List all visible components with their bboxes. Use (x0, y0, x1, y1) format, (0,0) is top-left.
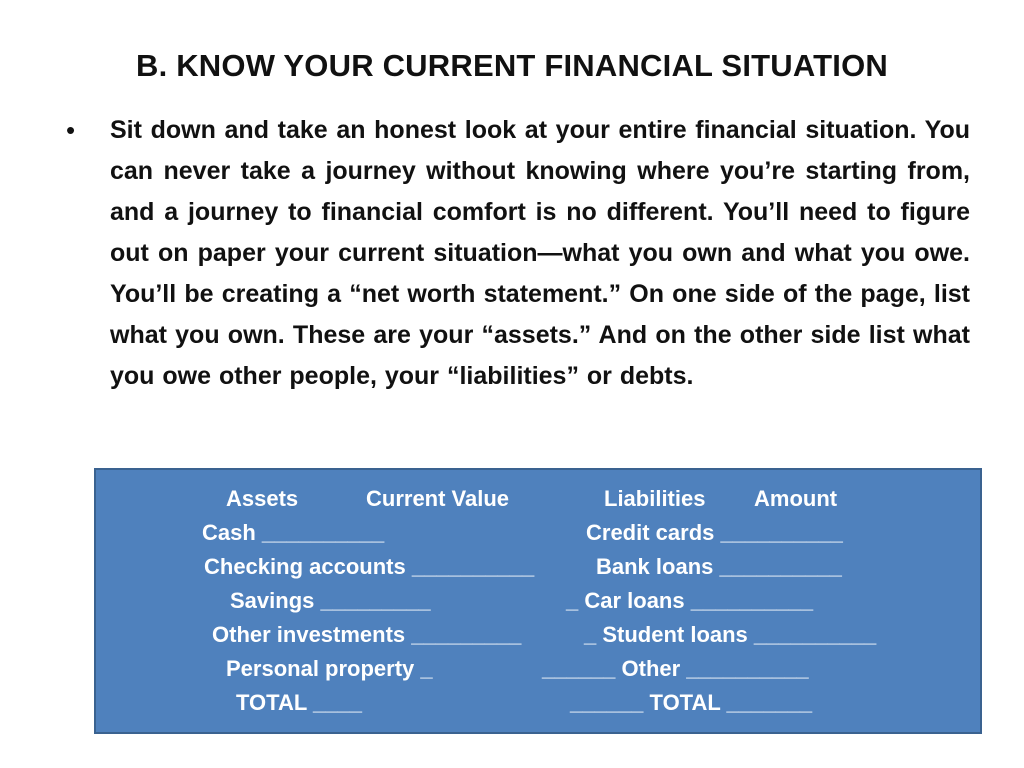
header-amount: Amount (754, 486, 838, 511)
asset-row-savings: Savings _________ (230, 588, 431, 613)
slide-title: B. KNOW YOUR CURRENT FINANCIAL SITUATION (136, 48, 888, 83)
liability-row-student-loans: _ Student loans __________ (584, 622, 877, 647)
liability-row-car-loans: _ Car loans __________ (566, 588, 814, 613)
header-current-value: Current Value (366, 486, 510, 511)
bullet-symbol: • (66, 115, 76, 145)
asset-row-checking: Checking accounts __________ (204, 554, 535, 579)
header-assets: Assets (226, 486, 299, 511)
bullet-item (66, 110, 970, 470)
liability-row-bank-loans: Bank loans __________ (596, 554, 842, 579)
asset-row-personal-property: Personal property _ (226, 656, 433, 681)
asset-row-cash: Cash __________ (202, 520, 385, 545)
header-liabilities: Liabilities (604, 486, 706, 511)
liability-row-other: ______ Other __________ (542, 656, 809, 681)
liability-row-credit-cards: Credit cards __________ (586, 520, 843, 545)
asset-row-other-investments: Other investments _________ (212, 622, 522, 647)
liability-row-total: ______ TOTAL _______ (570, 690, 813, 715)
bullet-paragraph: Sit down and take an honest look at your entire financial situation. You can never take a journey without knowing where you’re starting from, and a journey to financial comfort is no different. You’ll need to figure out on paper your current situation—what you own and what you owe. You’ll be creating a “net worth statement.” On one side of the page, list what you own. These are your “assets.” And on the other side list what you owe other people, your “liabilities” or debts. (110, 116, 970, 390)
net-worth-table (94, 468, 982, 734)
asset-row-total: TOTAL ____ (236, 690, 362, 715)
